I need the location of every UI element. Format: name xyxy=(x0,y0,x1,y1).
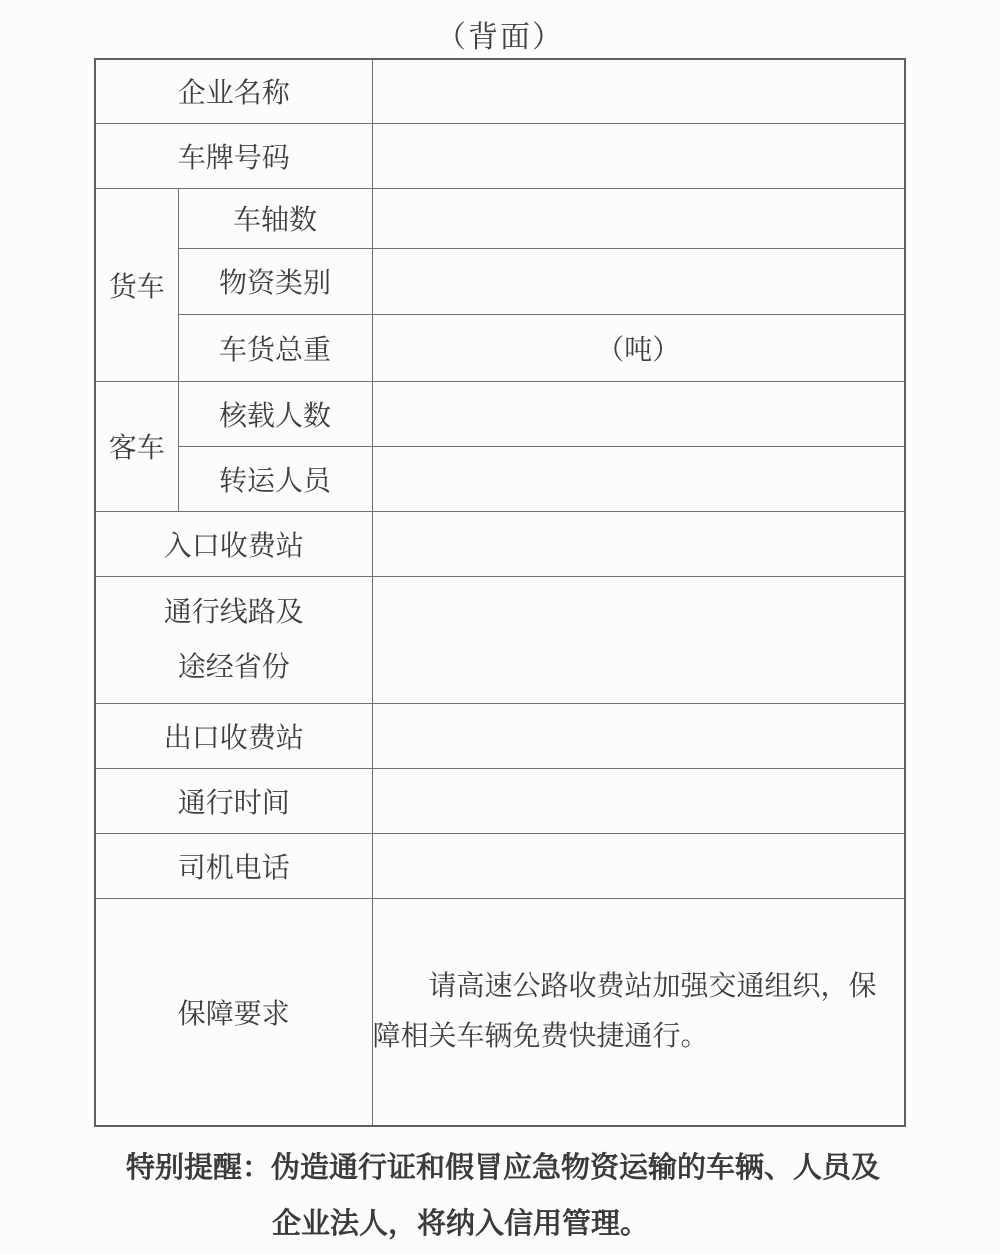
special-reminder-line2: 企业法人，将纳入信用管理。 xyxy=(272,1208,650,1240)
truck-group-label: 货车 xyxy=(95,188,178,381)
transfer-personnel-label: 转运人员 xyxy=(178,446,372,511)
gross-weight-label: 车货总重 xyxy=(178,314,372,381)
guarantee-text: 请高速公路收费站加强交通组织，保障相关车辆免费快捷通行。 xyxy=(372,970,877,1052)
driver-phone-label: 司机电话 xyxy=(95,833,372,898)
row-material-category xyxy=(95,248,905,314)
row-driver-phone xyxy=(95,833,905,898)
enterprise-name-value xyxy=(372,59,905,123)
entry-toll-station-label: 入口收费站 xyxy=(95,511,372,576)
transfer-personnel-value xyxy=(372,446,905,511)
pass-form-table xyxy=(94,58,906,1127)
special-reminder xyxy=(0,1140,1000,1252)
material-category-label: 物资类别 xyxy=(178,248,372,314)
special-reminder-line1: 特别提醒：伪造通行证和假冒应急物资运输的车辆、人员及 xyxy=(126,1152,881,1184)
transit-time-label: 通行时间 xyxy=(95,768,372,833)
row-enterprise-name xyxy=(95,59,905,123)
entry-toll-station-value xyxy=(372,511,905,576)
exit-toll-station-value xyxy=(372,703,905,768)
approved-passengers-label: 核载人数 xyxy=(178,381,372,446)
gross-weight-unit: （吨） xyxy=(372,314,905,381)
row-exit-toll-station xyxy=(95,703,905,768)
approved-passengers-value xyxy=(372,381,905,446)
row-approved-passengers xyxy=(95,381,905,446)
row-transit-time xyxy=(95,768,905,833)
row-transfer-personnel xyxy=(95,446,905,511)
axle-count-label: 车轴数 xyxy=(178,188,372,248)
driver-phone-value xyxy=(372,833,905,898)
route-label-line2: 途经省份 xyxy=(177,651,290,683)
transit-time-value xyxy=(372,768,905,833)
material-category-value xyxy=(372,248,905,314)
row-guarantee xyxy=(95,898,905,1126)
bus-group-label: 客车 xyxy=(95,381,178,511)
row-plate-number xyxy=(95,123,905,188)
plate-number-value xyxy=(372,123,905,188)
page-title: （背面） xyxy=(436,21,564,54)
exit-toll-station-label: 出口收费站 xyxy=(95,703,372,768)
route-label-line1: 通行线路及 xyxy=(163,596,304,628)
route-provinces-label xyxy=(95,576,372,703)
route-provinces-value xyxy=(372,576,905,703)
row-axle-count xyxy=(95,188,905,248)
plate-number-label: 车牌号码 xyxy=(95,123,372,188)
guarantee-label: 保障要求 xyxy=(95,898,372,1126)
row-gross-weight xyxy=(95,314,905,381)
row-route-provinces xyxy=(95,576,905,703)
row-entry-toll-station xyxy=(95,511,905,576)
guarantee-value xyxy=(372,898,905,1126)
axle-count-value xyxy=(372,188,905,248)
enterprise-name-label: 企业名称 xyxy=(95,59,372,123)
